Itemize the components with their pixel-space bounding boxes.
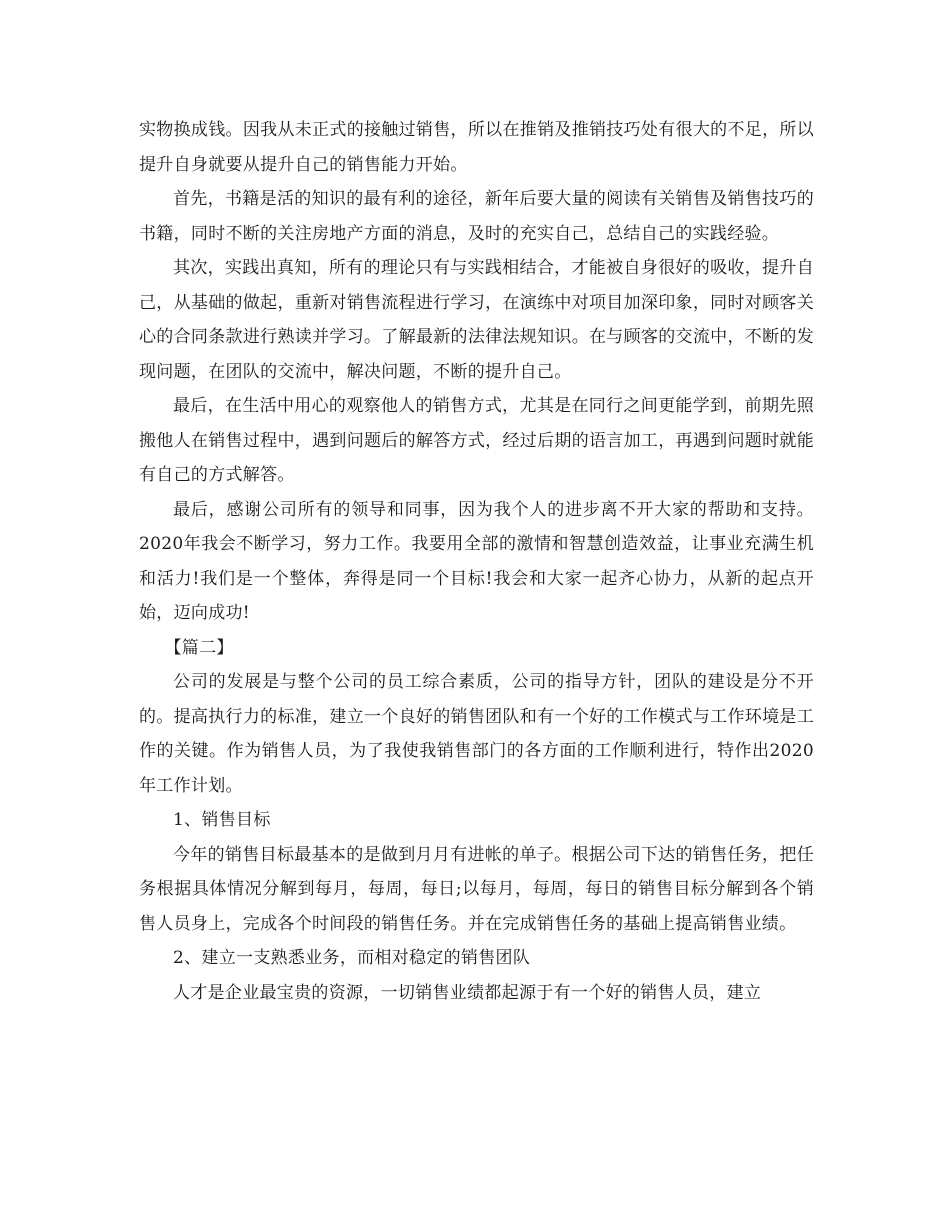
paragraph: 公司的发展是与整个公司的员工综合素质，公司的指导方针，团队的建设是分不开的。提高执行力的标准，建立一个良好的销售团队和有一个好的工作模式与工作环境是工作的关键。作为销售人员，为了我使我销售部门的各方面的工作顺利进行，特作出2020年工作计划。 xyxy=(139,672,814,796)
paragraph: 实物换成钱。因我从未正式的接触过销售，所以在推销及推销技巧处有很大的不足，所以提升自身就要从提升自己的销售能力开始。 xyxy=(139,120,814,175)
list-heading: 2、建立一支熟悉业务，而相对稳定的销售团队 xyxy=(173,948,531,968)
paragraph: 今年的销售目标最基本的是做到月月有进帐的单子。根据公司下达的销售任务，把任务根据具体情况分解到每月，每周，每日;以每月，每周，每日的销售目标分解到各个销售人员身上，完成各个时间段的销售任务。并在完成销售任务的基础上提高销售业绩。 xyxy=(139,844,814,934)
paragraph: 其次，实践出真知，所有的理论只有与实践相结合，才能被自身很好的吸收，提升自己，从基础的做起，重新对销售流程进行学习，在演练中对项目加深印象，同时对顾客关心的合同条款进行熟读并学习。了解最新的法律法规知识。在与顾客的交流中，不断的发现问题，在团队的交流中，解决问题，不断的提升自己。 xyxy=(139,258,814,382)
paragraph: 首先，书籍是活的知识的最有利的途径，新年后要大量的阅读有关销售及销售技巧的书籍，同时不断的关注房地产方面的消息，及时的充实自己，总结自己的实践经验。 xyxy=(139,189,814,244)
list-heading: 1、销售目标 xyxy=(173,810,271,830)
document-body xyxy=(139,113,814,1010)
section-heading: 【篇二】 xyxy=(164,637,234,658)
paragraph: 最后，感谢公司所有的领导和同事，因为我个人的进步离不开大家的帮助和支持。2020年我会不断学习，努力工作。我要用全部的激情和智慧创造效益，让事业充满生机和活力!我们是一个整体，奔得是同一个目标!我会和大家一起齐心协力，从新的起点开始，迈向成功! xyxy=(139,499,814,623)
paragraph: 最后，在生活中用心的观察他人的销售方式，尤其是在同行之间更能学到，前期先照搬他人在销售过程中，遇到问题后的解答方式，经过后期的语言加工，再遇到问题时就能有自己的方式解答。 xyxy=(139,396,814,485)
paragraph: 人才是企业最宝贵的资源，一切销售业绩都起源于有一个好的销售人员，建立 xyxy=(173,982,762,1003)
